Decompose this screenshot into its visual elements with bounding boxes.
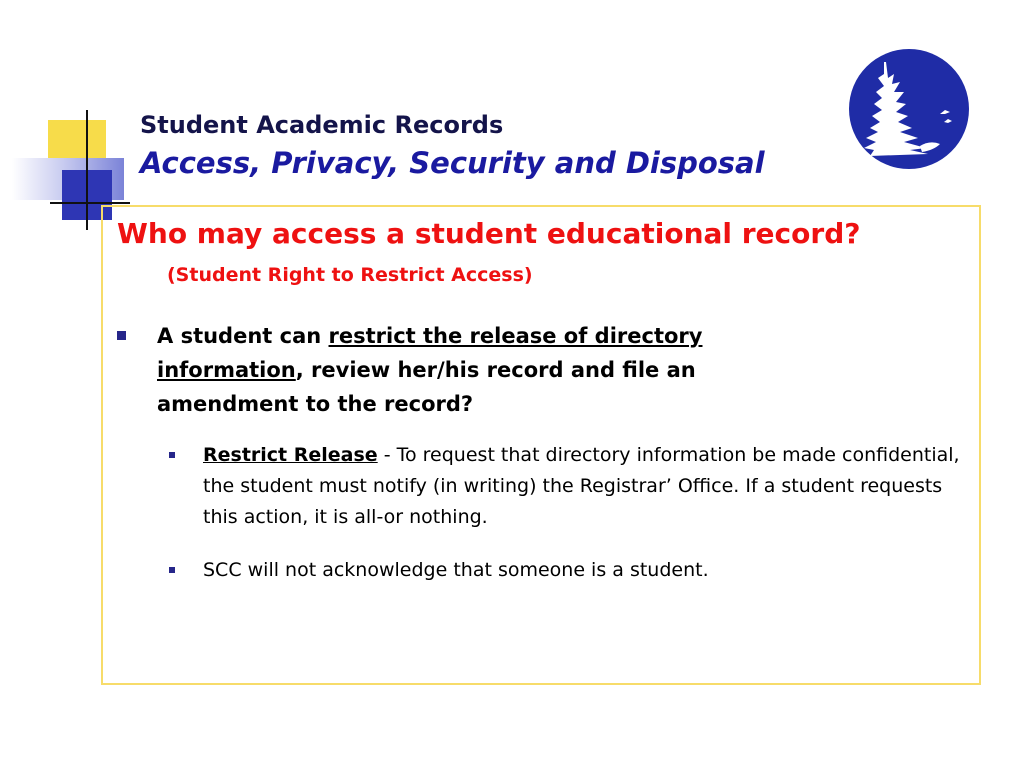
restrict-release-label: Restrict Release (203, 444, 378, 466)
tree-logo-icon (848, 48, 970, 170)
main-bullet-before: A student can (157, 324, 329, 348)
directory-info-link: restrict the release of directory information (157, 324, 703, 382)
bullet-marker (117, 331, 126, 340)
content-panel (101, 205, 981, 685)
main-bullet (117, 319, 807, 421)
sub-bullet-text: SCC will not acknowledge that someone is a student. (203, 559, 709, 581)
decor-horizontal-line (50, 202, 130, 204)
sub-bullet-restrict (169, 440, 969, 533)
main-bullet-after: , review her/his record and file an amendment to the record? (157, 358, 696, 416)
slide-subtitle: Access, Privacy, Security and Disposal (140, 146, 765, 180)
restrict-release-text: - To request that directory information be made confidential, the student must notify (in writing) the Registrar’ Office. If a student requests this action, it is all-or nothing. (203, 444, 960, 528)
sub-bullet-marker (169, 567, 175, 573)
decor-vertical-line (86, 110, 88, 230)
question-subheading: (Student Right to Restrict Access) (167, 264, 533, 286)
question-heading: Who may access a student educational record? (117, 217, 861, 250)
sub-bullet-acknowledge (169, 555, 969, 586)
slide-title: Student Academic Records (140, 111, 504, 139)
sub-bullet-text (203, 440, 969, 533)
sub-bullet-marker (169, 452, 175, 458)
main-bullet-text (157, 319, 807, 421)
